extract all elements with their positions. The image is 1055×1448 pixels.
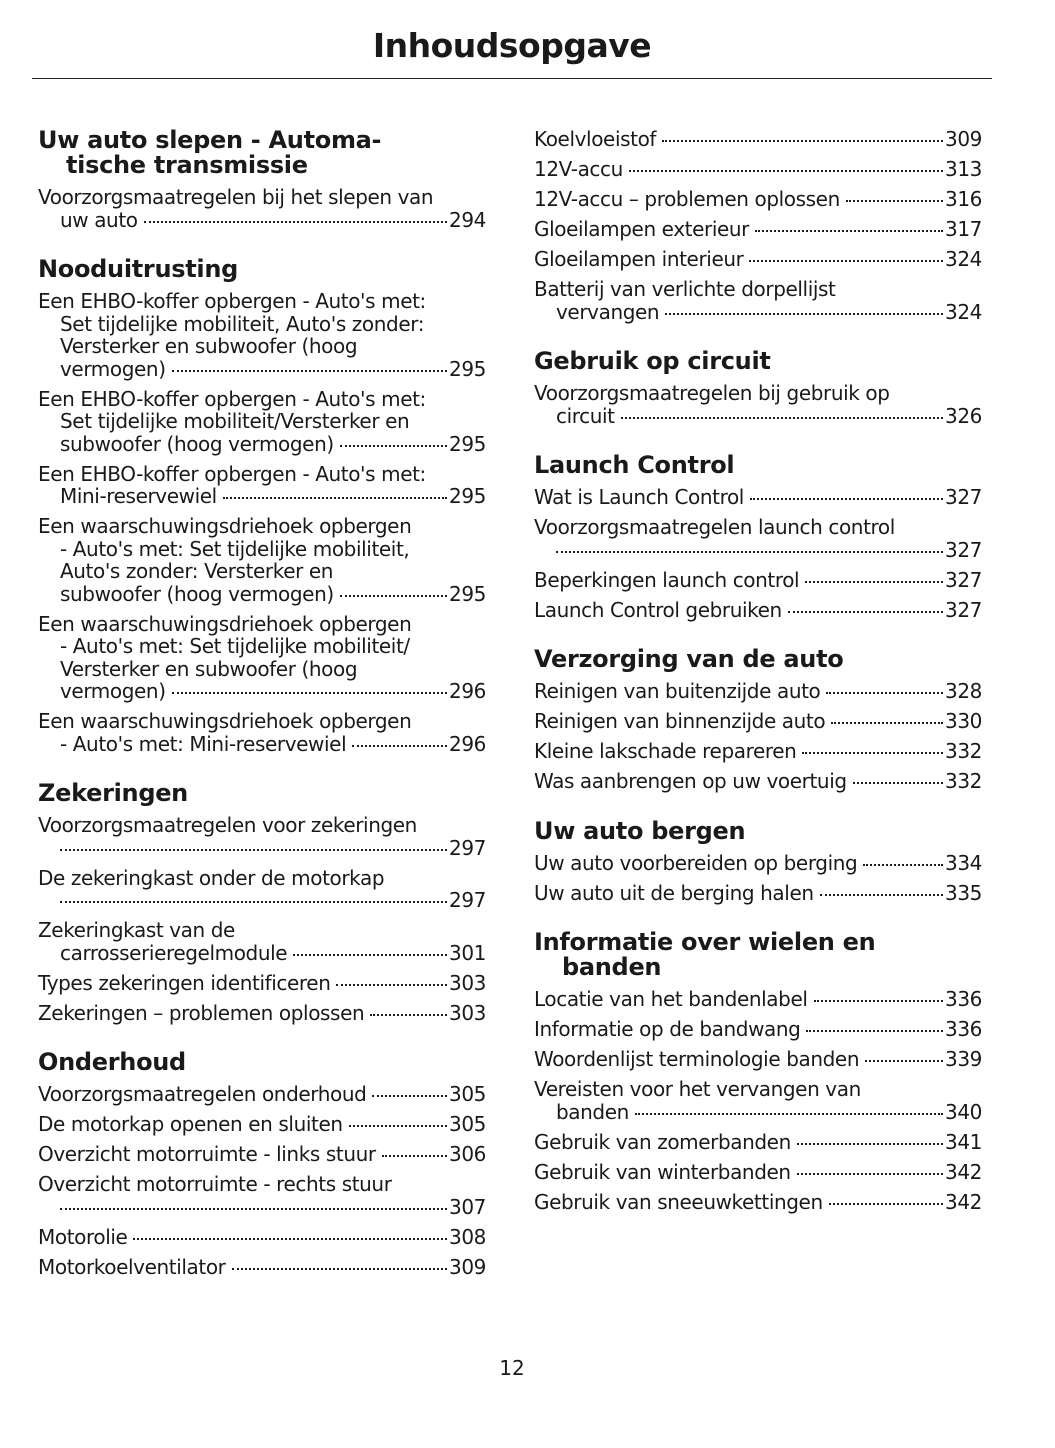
toc-entry-line	[38, 837, 486, 860]
toc-entry-line	[534, 852, 982, 875]
toc-page-number: 327	[945, 597, 982, 622]
toc-page-number: 295	[449, 581, 486, 606]
toc-page-number: 295	[449, 356, 486, 381]
toc-page-number: 336	[945, 987, 982, 1011]
dot-leader	[621, 417, 943, 419]
toc-entry[interactable]	[38, 290, 486, 380]
toc-entry-text: Was aanbrengen op uw voertuig	[534, 769, 847, 793]
toc-entry-text: Voorzorgsmaatregelen bij het slepen van	[38, 185, 434, 209]
toc-entry-text: Overzicht motorruimte - links stuur	[38, 1142, 376, 1166]
toc-entry-text: Een waarschuwingsdriehoek opbergen	[38, 611, 412, 636]
toc-entry-line	[534, 1048, 982, 1071]
section-heading-line: Informatie over wielen en	[534, 928, 876, 956]
toc-entry[interactable]	[534, 569, 982, 592]
section-heading	[38, 257, 486, 282]
toc-entry-line	[534, 1101, 982, 1124]
toc-entry-line	[534, 1191, 982, 1214]
toc-entry-line	[534, 1078, 982, 1101]
toc-entry-line	[38, 538, 486, 561]
toc-entry[interactable]	[534, 882, 982, 905]
toc-page-number: 309	[449, 1254, 486, 1279]
toc-page-number: 330	[945, 709, 982, 733]
toc-entry-line	[534, 988, 982, 1011]
dot-leader	[755, 230, 943, 232]
toc-entry-line	[38, 733, 486, 756]
section-heading	[534, 930, 982, 980]
toc-entry-line	[38, 1256, 486, 1279]
toc-page-number: 305	[449, 1082, 486, 1106]
section-heading-line: Gebruik op circuit	[534, 347, 771, 375]
toc-entry-text: - Auto's met: Mini-reservewiel	[60, 731, 347, 756]
toc-entry-line	[38, 680, 486, 703]
toc-entry-text: Overzicht motorruimte - rechts stuur	[38, 1172, 392, 1196]
toc-page-number: 301	[449, 940, 486, 965]
section-heading-line: Zekeringen	[38, 779, 188, 807]
toc-entry[interactable]	[534, 1191, 982, 1214]
dot-leader	[340, 595, 447, 597]
toc-entry-line	[38, 1143, 486, 1166]
toc-entry-line	[534, 1018, 982, 1041]
toc-entry[interactable]	[534, 278, 982, 323]
toc-entry[interactable]	[38, 814, 486, 859]
toc-section	[534, 453, 982, 621]
toc-entry[interactable]	[38, 1083, 486, 1106]
toc-entry-text: vervangen	[556, 299, 660, 324]
toc-page-number: 324	[945, 299, 982, 324]
toc-entry[interactable]	[534, 218, 982, 241]
dot-leader	[749, 260, 943, 262]
dot-leader	[372, 1095, 447, 1097]
toc-column-right	[534, 128, 982, 1239]
toc-entry-text: Set tijdelijke mobiliteit/Versterker en	[60, 409, 410, 433]
toc-page-number: 327	[945, 485, 982, 509]
toc-entry-text: Versterker en subwoofer (hoog	[60, 656, 358, 681]
toc-entry-line	[534, 248, 982, 271]
section-heading-line: banden	[562, 953, 662, 981]
toc-entry-line	[38, 1113, 486, 1136]
toc-entry-line	[38, 1173, 486, 1196]
toc-page-number: 326	[945, 403, 982, 428]
toc-page-number: 295	[449, 484, 486, 508]
toc-entry-text: Versterker en subwoofer (hoog	[60, 334, 358, 358]
toc-entry-text: circuit	[556, 403, 615, 428]
toc-page-number: 303	[449, 1000, 486, 1025]
toc-entry[interactable]	[534, 1161, 982, 1184]
toc-entry-text: subwoofer (hoog vermogen)	[60, 431, 334, 456]
toc-entry-text: De zekeringkast onder de motorkap	[38, 865, 385, 890]
toc-entry-line	[38, 1226, 486, 1249]
toc-entry-text: Voorzorgsmaatregelen launch control	[534, 515, 895, 539]
toc-entry-text: Reinigen van buitenzijde auto	[534, 679, 821, 703]
toc-entry-text: Zekeringen – problemen oplossen	[38, 1000, 365, 1025]
toc-page-number: 316	[945, 187, 982, 211]
toc-entry-text: Beperkingen launch control	[534, 567, 800, 592]
toc-entry-line	[38, 485, 486, 508]
toc-entry-line	[38, 635, 486, 658]
toc-page-number: 297	[449, 835, 486, 860]
toc-entry-line	[534, 382, 982, 405]
toc-section	[534, 128, 982, 323]
toc-entry-line	[534, 539, 982, 562]
toc-entry-line	[38, 560, 486, 583]
toc-entry-text: 12V-accu	[534, 157, 623, 181]
toc-page-number: 342	[945, 1189, 982, 1214]
dot-leader	[865, 1060, 943, 1062]
toc-entry-line	[38, 942, 486, 965]
toc-entry-text: Gloeilampen interieur	[534, 247, 744, 271]
toc-entry-text: Gebruik van zomerbanden	[534, 1129, 791, 1154]
toc-page-number: 339	[945, 1047, 982, 1071]
toc-entry[interactable]	[534, 128, 982, 151]
section-heading-line: Verzorging van de auto	[534, 645, 844, 673]
section-heading	[38, 1050, 486, 1075]
toc-entry-line	[534, 1161, 982, 1184]
dot-leader	[172, 370, 447, 372]
toc-section	[534, 647, 982, 793]
dot-leader	[133, 1238, 447, 1240]
toc-entry[interactable]	[38, 515, 486, 605]
dot-leader	[826, 692, 943, 694]
toc-page-number: 296	[449, 679, 486, 703]
dot-leader	[863, 864, 943, 866]
toc-entry-text: - Auto's met: Set tijdelijke mobiliteit/	[60, 634, 410, 658]
toc-page-number: 317	[945, 217, 982, 241]
toc-entry-text: Launch Control gebruiken	[534, 597, 782, 622]
page-number: 12	[499, 1356, 525, 1380]
toc-entry-line	[38, 658, 486, 681]
toc-entry-text: Een EHBO-koffer opbergen - Auto's met:	[38, 461, 426, 486]
toc-entry-text: Voorzorgsmaatregelen voor zekeringen	[38, 813, 417, 837]
toc-entry[interactable]	[534, 1048, 982, 1071]
section-heading	[534, 647, 982, 672]
toc-entry[interactable]	[534, 1018, 982, 1041]
toc-entry-line	[38, 335, 486, 358]
toc-entry-line	[38, 410, 486, 433]
toc-section	[534, 930, 982, 1213]
dot-leader	[820, 894, 943, 896]
toc-entry-line	[534, 599, 982, 622]
toc-page-number: 336	[945, 1017, 982, 1041]
dot-leader	[370, 1014, 447, 1016]
toc-section	[534, 816, 982, 905]
toc-entry[interactable]	[38, 463, 486, 508]
section-heading	[534, 816, 982, 845]
toc-entry-text: vermogen)	[60, 679, 166, 703]
toc-page-number: 296	[449, 731, 486, 756]
toc-entry-line	[38, 613, 486, 636]
dot-leader	[831, 722, 943, 724]
toc-entry-line	[534, 770, 982, 793]
toc-entry-line	[38, 209, 486, 232]
toc-page-number: 295	[449, 431, 486, 456]
toc-entry-text: De motorkap openen en sluiten	[38, 1112, 343, 1136]
dot-leader	[223, 497, 447, 499]
toc-entry-line	[38, 433, 486, 456]
toc-section	[38, 128, 486, 231]
toc-page-number: 294	[449, 207, 486, 232]
toc-entry-text: Informatie op de bandwang	[534, 1017, 801, 1041]
toc-entry-line	[38, 1002, 486, 1025]
toc-entry-line	[534, 218, 982, 241]
toc-entry-line	[38, 710, 486, 733]
toc-entry-line	[38, 889, 486, 912]
toc-entry-line	[38, 867, 486, 890]
toc-entry[interactable]	[38, 388, 486, 456]
toc-page-number: 341	[945, 1129, 982, 1154]
toc-section	[38, 1050, 486, 1278]
dot-leader	[788, 611, 943, 613]
toc-entry-line	[534, 740, 982, 763]
toc-entry[interactable]	[534, 988, 982, 1011]
dot-leader	[336, 984, 447, 986]
dot-leader	[144, 221, 447, 223]
toc-page-number: 307	[449, 1194, 486, 1219]
toc-entry-line	[534, 128, 982, 151]
section-heading-line: Launch Control	[534, 451, 735, 479]
toc-entry-line	[534, 405, 982, 428]
toc-entry-text: subwoofer (hoog vermogen)	[60, 581, 334, 606]
toc-page-number: 334	[945, 850, 982, 875]
title-divider	[32, 78, 992, 79]
toc-entry-text: Batterij van verlichte dorpellijst	[534, 277, 836, 301]
toc-entry-line	[534, 188, 982, 211]
dot-leader	[60, 849, 447, 851]
toc-entry-text: Een EHBO-koffer opbergen - Auto's met:	[38, 289, 426, 313]
toc-entry[interactable]	[534, 486, 982, 509]
toc-entry[interactable]	[534, 516, 982, 561]
dot-leader	[635, 1113, 943, 1115]
toc-page-number: 303	[449, 970, 486, 995]
toc-entry[interactable]	[534, 1131, 982, 1154]
toc-entry[interactable]	[38, 1173, 486, 1218]
dot-leader	[629, 170, 943, 172]
toc-entry-line	[38, 290, 486, 313]
toc-entry[interactable]	[534, 158, 982, 181]
dot-leader	[172, 692, 447, 694]
dot-leader	[829, 1203, 943, 1205]
dot-leader	[232, 1268, 448, 1270]
toc-entry-text: Gloeilampen exterieur	[534, 217, 749, 241]
toc-entry-line	[534, 158, 982, 181]
dot-leader	[853, 782, 943, 784]
toc-page-number: 313	[945, 157, 982, 181]
toc-page-number: 335	[945, 880, 982, 905]
toc-entry-text: vermogen)	[60, 356, 166, 381]
toc-section	[534, 349, 982, 427]
toc-entry[interactable]	[534, 599, 982, 622]
toc-entry[interactable]	[534, 1078, 982, 1123]
toc-entry-text: Voorzorgsmaatregelen onderhoud	[38, 1082, 367, 1106]
toc-entry-line	[38, 515, 486, 538]
toc-entry-line	[534, 516, 982, 539]
toc-page-number: 306	[449, 1142, 486, 1166]
toc-entry-line	[534, 680, 982, 703]
toc-entry-text: 12V-accu – problemen oplossen	[534, 187, 840, 211]
toc-page-number: 327	[945, 537, 982, 562]
section-heading-line: tische transmissie	[66, 151, 308, 179]
toc-entry-line	[38, 583, 486, 606]
dot-leader	[665, 313, 943, 315]
dot-leader	[352, 745, 447, 747]
toc-entry-line	[38, 972, 486, 995]
toc-entry-text: Set tijdelijke mobiliteit, Auto's zonder:	[60, 311, 425, 336]
toc-entry-line	[38, 388, 486, 411]
toc-entry-text: Types zekeringen identificeren	[38, 970, 331, 995]
toc-entry[interactable]	[38, 1143, 486, 1166]
dot-leader	[814, 1000, 943, 1002]
toc-page-number: 342	[945, 1159, 982, 1184]
toc-entry[interactable]	[534, 680, 982, 703]
toc-entry[interactable]	[534, 188, 982, 211]
toc-entry[interactable]	[38, 613, 486, 703]
toc-page-number: 340	[945, 1099, 982, 1124]
dot-leader	[349, 1125, 447, 1127]
toc-entry[interactable]	[38, 1256, 486, 1279]
toc-entry[interactable]	[38, 972, 486, 995]
toc-entry[interactable]	[38, 867, 486, 912]
dot-leader	[797, 1143, 943, 1145]
toc-entry-text: banden	[556, 1099, 629, 1124]
toc-entry-text: carrosserieregelmodule	[60, 940, 288, 965]
toc-entry[interactable]	[38, 710, 486, 755]
toc-page-number: 297	[449, 888, 486, 912]
toc-entry[interactable]	[534, 770, 982, 793]
dot-leader	[750, 498, 943, 500]
toc-entry-text: Locatie van het bandenlabel	[534, 987, 808, 1011]
toc-entry-line	[534, 569, 982, 592]
toc-entry-text: Motorolie	[38, 1224, 128, 1249]
toc-entry-line	[38, 313, 486, 336]
toc-entry-text: Een EHBO-koffer opbergen - Auto's met:	[38, 386, 426, 411]
toc-entry[interactable]	[534, 852, 982, 875]
toc-entry-line	[534, 278, 982, 301]
toc-entry-line	[38, 1083, 486, 1106]
toc-page-number: 308	[449, 1224, 486, 1249]
section-heading	[534, 453, 982, 478]
toc-page-number: 309	[945, 127, 982, 151]
toc-entry-text: Een waarschuwingsdriehoek opbergen	[38, 514, 412, 538]
toc-entry[interactable]	[38, 1226, 486, 1249]
section-heading-line: Uw auto slepen - Automa-	[38, 126, 382, 154]
toc-entry-line	[534, 301, 982, 324]
toc-entry-text: Voorzorgsmaatregelen bij gebruik op	[534, 381, 890, 405]
toc-entry-text: Motorkoelventilator	[38, 1254, 226, 1279]
page-title: Inhoudsopgave	[372, 26, 652, 65]
toc-entry-text: Auto's zonder: Versterker en	[60, 559, 334, 583]
dot-leader	[340, 445, 447, 447]
toc-entry-line	[534, 710, 982, 733]
toc-page-number: 327	[945, 567, 982, 592]
dot-leader	[60, 1208, 447, 1210]
toc-entry-text: Gebruik van winterbanden	[534, 1159, 791, 1184]
toc-entry[interactable]	[534, 248, 982, 271]
toc-entry-text: Kleine lakschade repareren	[534, 739, 797, 763]
toc-entry-text: - Auto's met: Set tijdelijke mobiliteit,	[60, 536, 410, 561]
section-heading	[38, 128, 486, 178]
toc-entry-line	[534, 882, 982, 905]
toc-entry-line	[534, 1131, 982, 1154]
section-heading-line: Onderhoud	[38, 1048, 186, 1076]
dot-leader	[805, 581, 943, 583]
toc-entry[interactable]	[38, 919, 486, 964]
toc-entry[interactable]	[38, 1002, 486, 1025]
dot-leader	[797, 1173, 943, 1175]
toc-entry-line	[38, 919, 486, 942]
dot-leader	[662, 140, 943, 142]
toc-entry-line	[38, 1196, 486, 1219]
toc-entry-text: Uw auto voorbereiden op berging	[534, 850, 858, 875]
dot-leader	[60, 901, 447, 903]
dot-leader	[293, 954, 447, 956]
toc-section	[38, 257, 486, 755]
toc-entry-text: Woordenlijst terminologie banden	[534, 1047, 860, 1071]
dot-leader	[556, 551, 943, 553]
toc-page-number: 305	[449, 1112, 486, 1136]
toc-entry-text: Mini-reservewiel	[60, 484, 217, 508]
toc-entry-text: Uw auto uit de berging halen	[534, 880, 814, 905]
toc-entry[interactable]	[38, 186, 486, 231]
toc-entry-text: Zekeringkast van de	[38, 918, 235, 942]
toc-entry-text: Koelvloeistof	[534, 127, 657, 151]
section-heading	[534, 349, 982, 374]
toc-entry-line	[38, 186, 486, 209]
toc-entry-line	[38, 814, 486, 837]
toc-entry-line	[534, 486, 982, 509]
toc-entry-text: Gebruik van sneeuwkettingen	[534, 1189, 823, 1214]
toc-entry-line	[38, 463, 486, 486]
toc-column-left	[38, 128, 486, 1304]
toc-section	[38, 781, 486, 1024]
toc-page-number: 332	[945, 769, 982, 793]
dot-leader	[802, 752, 943, 754]
section-heading-line: Nooduitrusting	[38, 255, 238, 283]
toc-entry[interactable]	[534, 382, 982, 427]
toc-entry[interactable]	[534, 740, 982, 763]
toc-entry-text: Wat is Launch Control	[534, 485, 744, 509]
section-heading	[38, 781, 486, 806]
toc-page-number: 324	[945, 247, 982, 271]
toc-entry[interactable]	[38, 1113, 486, 1136]
toc-entry-text: Reinigen van binnenzijde auto	[534, 709, 826, 733]
toc-entry-text: Vereisten voor het vervangen van	[534, 1077, 861, 1101]
toc-entry-line	[38, 358, 486, 381]
dot-leader	[382, 1155, 447, 1157]
section-heading-line: Uw auto bergen	[534, 816, 746, 845]
toc-page-number: 328	[945, 679, 982, 703]
dot-leader	[846, 200, 943, 202]
toc-entry-text: uw auto	[60, 207, 138, 232]
toc-entry[interactable]	[534, 710, 982, 733]
toc-page-number: 332	[945, 739, 982, 763]
dot-leader	[806, 1030, 943, 1032]
toc-entry-text: Een waarschuwingsdriehoek opbergen	[38, 709, 412, 733]
